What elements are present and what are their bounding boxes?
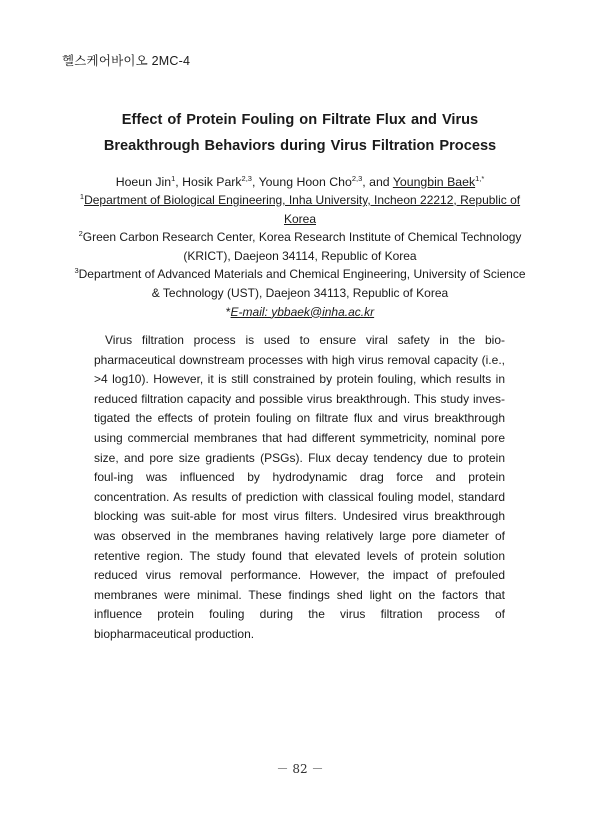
author-name: Young Hoon Cho (258, 175, 352, 189)
author-affil-mark: 1 (171, 173, 176, 183)
affiliation-mark: 2 (78, 229, 83, 239)
affiliation-text: Green Carbon Research Center, Korea Research Institute of Chemical Technology (KRICT), Daejeon 34114, Republic of Korea (82, 230, 522, 263)
affiliation-mark: 3 (74, 266, 79, 276)
author-list (40, 172, 560, 192)
email-link[interactable]: E-mail: ybbaek@inha.ac.kr (230, 304, 375, 319)
email-line (70, 303, 530, 322)
title-line-2: Breakthrough Behaviors during Virus Filtration Process (103, 138, 497, 154)
paper-title (40, 107, 560, 159)
author-name: Hoeun Jin (115, 175, 172, 189)
author-separator: , (175, 175, 183, 189)
corresponding-author-name: Youngbin Baek (392, 175, 476, 189)
author-name: Hosik Park (182, 175, 242, 189)
author-separator: , and (362, 175, 393, 189)
author-affil-mark: 1,* (475, 173, 485, 183)
affiliation-3 (70, 265, 530, 302)
abstract-text: Virus filtration process is used to ensure viral safety in the bio-pharmaceutical downstream processes with high virus removal capacity (i.e., >4 log10). However, it is still constrained by protein fouling, which results in reduced filtration capacity and possible virus breakthrough. This study inves-tigated the effects of protein fouling on filtrate flux and virus breakthrough using commercial membranes that had different symmetricity, nominal pore size, and pore size gradients (PSGs). Flux decay tendency due to protein foul-ing was influenced by hydrodynamic drag force and protein concentration. As results of prediction with classical fouling model, standard blocking was suit-able for most virus filters. Undesired virus breakthrough was observed in the membranes having relatively large pore diameter of retentive region. The study found that elevated levels of protein solution reduced virus removal performance. However, the impact of prefouled membranes were minimal. These findings shed light on the factors that influence protein fouling during the virus filtration process of biopharmaceutical production. (94, 333, 505, 641)
affiliation-2 (70, 228, 530, 265)
author-affil-mark: 2,3 (351, 173, 363, 183)
affiliation-mark: 1 (79, 192, 85, 201)
title-line-1: Effect of Protein Fouling on Filtrate Flux and Virus (121, 112, 479, 128)
page-number: － 82 － (276, 762, 324, 776)
affiliation-1 (70, 191, 530, 228)
author-separator: , (251, 175, 259, 189)
affiliation-text: Department of Biological Engineering, Inha University, Incheon 22212, Republic of Korea (84, 193, 521, 226)
affiliation-list (70, 191, 530, 321)
email-prefix: * (225, 304, 231, 319)
affiliation-text: Department of Advanced Materials and Chemical Engineering, University of Science & Technology (UST), Daejeon 34113, Republic of Korea (78, 267, 526, 300)
session-label: 헬스케어바이오 2MC-4 (62, 54, 191, 68)
author-affil-mark: 2,3 (241, 173, 252, 183)
